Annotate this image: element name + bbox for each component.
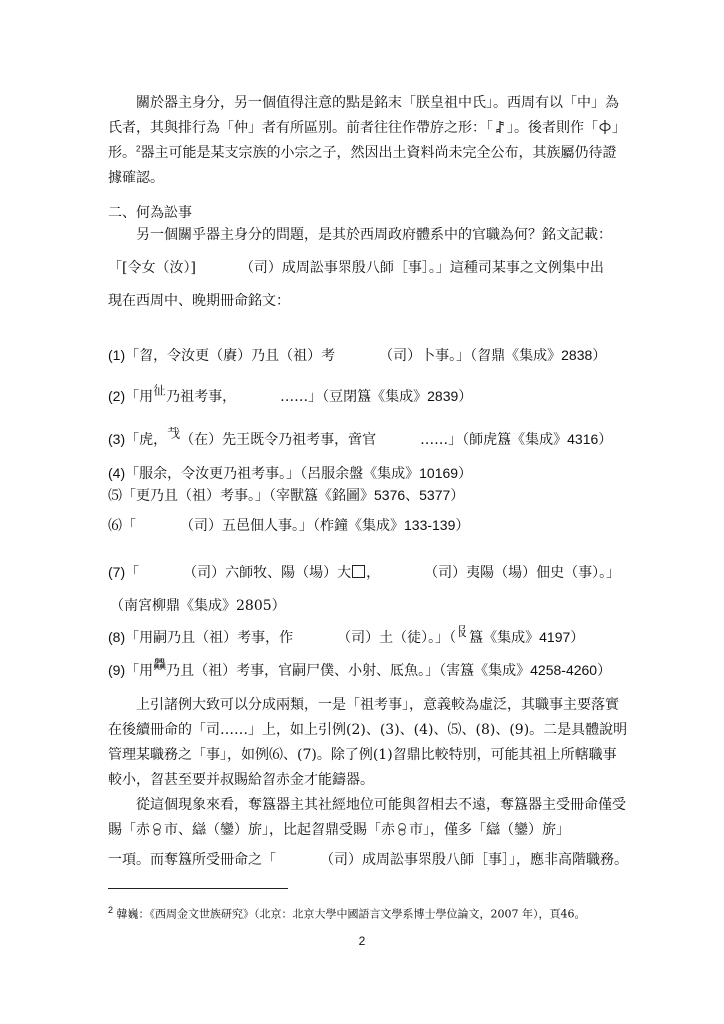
section-paragraph-line-3: 現在西周中、晚期冊命銘文：	[108, 293, 290, 309]
example-6: ⑹「 （司）五邑佃人事。」（柞鐘《集成》133-139）	[108, 517, 470, 534]
example-7: (7)「 （司）六師牧、陽（場）大 ， （司）夷陽（場）佃史（事）。」	[108, 564, 621, 581]
example-7-continuation: （南宮柳鼎《集成》2805）	[110, 598, 286, 614]
example-2: (2)「用𢓊乃祖考事， ……」（豆閉簋《集成》2839）	[108, 384, 473, 405]
example-1: (1)「曶，令汝更（賡）乃且（祖）考 （司）卜事。」（曶鼎《集成》2838）	[108, 347, 607, 364]
paragraph-3-last-line: 一項。而奪簋所受冊命之「 （司）成周訟事眔殷八師［事］」，應非高階職務。	[108, 852, 628, 868]
archaic-character-glyph-icon: 𢦏	[167, 427, 181, 442]
section-heading: 二、何為訟事	[108, 205, 192, 221]
example-3: (3)「虎，𢦏（在）先王既令乃祖考事，啻官 ……」（師虎簋《集成》4316）	[108, 427, 613, 448]
archaic-character-glyph-icon: 𦧅	[153, 658, 167, 673]
page-number: 2	[358, 934, 366, 948]
example-4: (4)「服余，令汝更乃祖考事。」（呂服余盤《集成》10169）	[108, 465, 473, 482]
example-8: (8)「用嗣乃且（祖）考事，作 （司）土（徒）。」（𠬝簋《集成》4197）	[108, 625, 585, 646]
paragraph-3: 從這個現象來看，奪簋器主其社經地位可能與曶相去不遠，奪簋器主受冊命僅受賜「赤 市、䜌（鑾）旂」，比起曶鼎受賜「赤 市」，僅多「䜌（鑾）旂」	[108, 797, 626, 838]
luan-character: 䜌	[192, 822, 206, 838]
archaic-character-glyph-icon: 𢓊	[153, 384, 167, 399]
seal-glyph-icon	[395, 822, 409, 836]
banner-zhong-glyph-icon	[493, 120, 507, 134]
seal-glyph-icon	[150, 822, 164, 836]
footnote-ref[interactable]: 2	[136, 144, 141, 154]
section-paragraph: 另一個關乎器主身分的問題，是其於西周政府體系中的官職為何？銘文記載：	[136, 227, 612, 243]
paragraph-2: 上引諸例大致可以分成兩類，一是「祖考事」，意義較為虛泛，其職事主要落實在後續冊命的「司……」上，如上引例(2)、(3)、(4)、⑸、(8)、(9)。二是具體說明管理某職務之「事」，如例⑹、(7)。除了例(1)曶鼎比較特別，可能其祖上所轄職事較小，曶甚至要并叔賜給曶赤金才能鑄器。	[108, 697, 628, 788]
zhong-glyph-icon	[598, 120, 612, 134]
paragraph-1: 關於器主身分，另一個值得注意的點是銘末「朕皇祖中氏」。西周有以「中」為氏者，其與排行為「仲」者有所區別。前者往往作帶斿之形：「 」。後者則作「 」形。$^2$器主可能是某支宗族的小宗之子，然因出土資料尚未完全公布，其族屬仍待證據確認。	[108, 95, 626, 186]
footnote-divider	[108, 888, 288, 889]
example-9: (9)「用𦧅乃且（祖）考事，官嗣尸僕、小射、厎魚。」（害簋《集成》4258-4260）	[108, 658, 612, 679]
section-paragraph-line-2: 「[令女（汝）] （司）成周訟事眔殷八師［事］。」這種司某事之文例集中出	[108, 260, 604, 276]
luan-character: 䜌	[486, 822, 500, 838]
missing-character-box	[352, 565, 365, 578]
archaic-character-glyph-icon: 𠬝	[456, 625, 470, 640]
example-5: ⑸「更乃且（祖）考事。」（宰獸簋《銘圖》5376、5377）	[108, 487, 465, 504]
footnote: $^2$ 韓巍：《西周金文世族研究》（北京：北京大學中國語言文學系博士學位論文，2007 年），頁46。	[108, 905, 586, 921]
